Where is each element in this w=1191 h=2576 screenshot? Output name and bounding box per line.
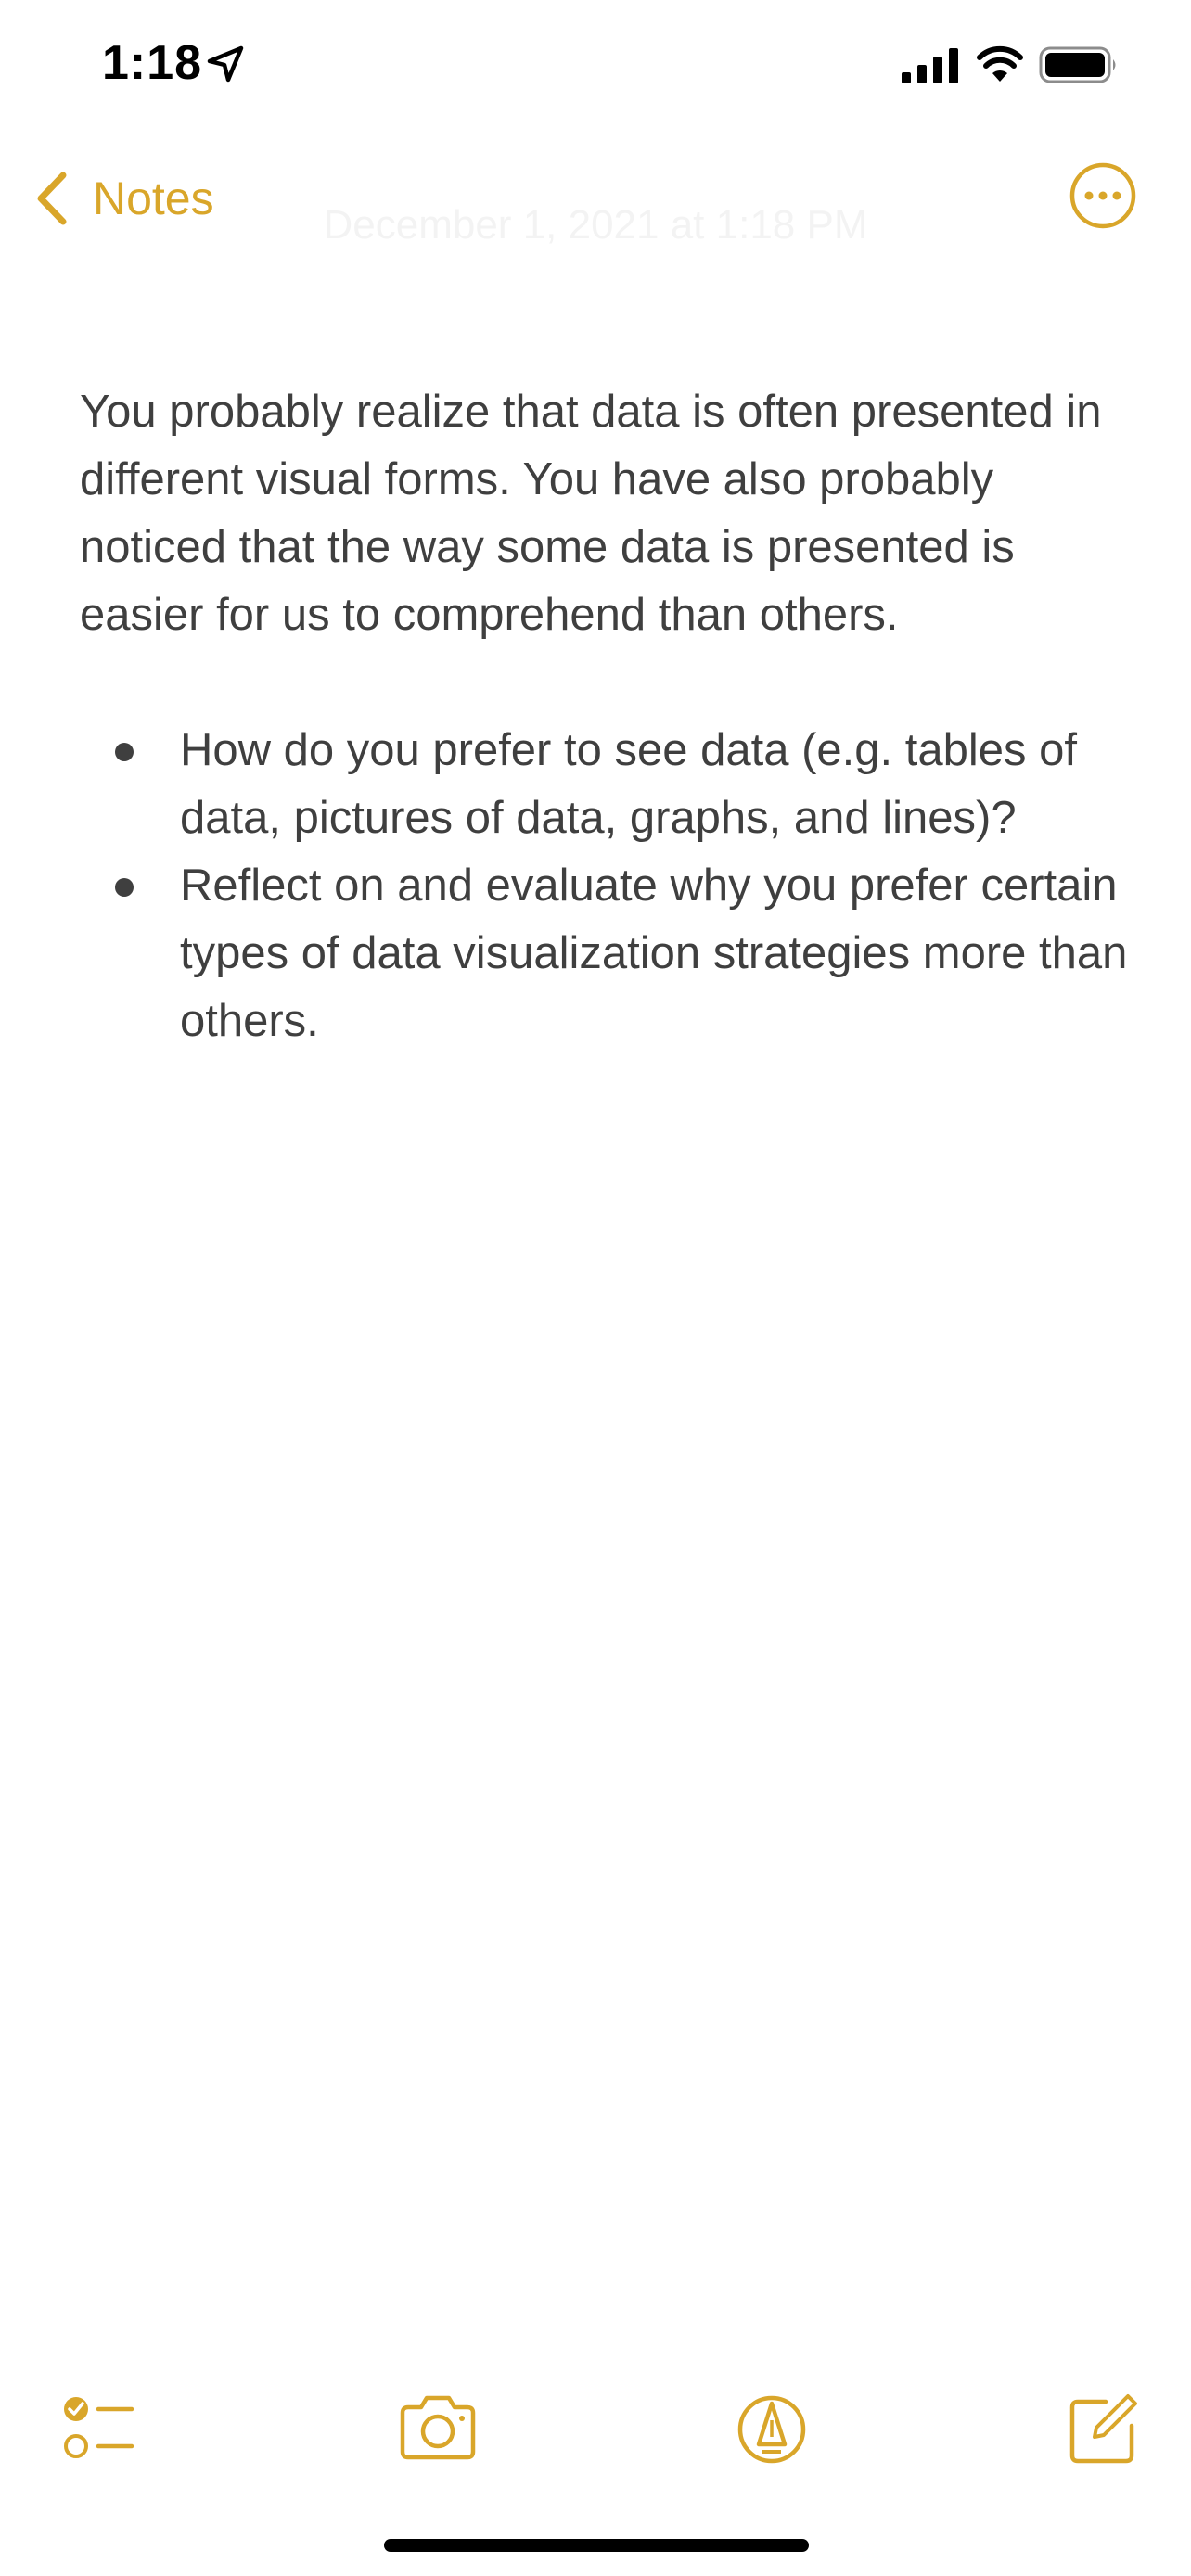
location-arrow-icon <box>206 45 245 83</box>
status-bar <box>0 0 1191 130</box>
note-date: December 1, 2021 at 1:18 PM <box>323 202 868 248</box>
list-item-text: Reflect on and evaluate why you prefer certain types of data visualization strategies more than others. <box>180 861 1128 1046</box>
note-editor[interactable] <box>80 378 1128 1055</box>
list-item-text: How do you prefer to see data (e.g. tables of data, pictures of data, graphs, and lines)? <box>180 725 1077 843</box>
compose-icon <box>1057 2383 1146 2472</box>
camera-button[interactable] <box>393 2383 482 2472</box>
bullet-icon <box>115 878 134 897</box>
ellipsis-dot-icon <box>1099 192 1108 200</box>
ellipsis-dot-icon <box>1113 192 1121 200</box>
list-item <box>80 717 1128 852</box>
checklist-button[interactable] <box>54 2383 143 2472</box>
ellipsis-dot-icon <box>1085 192 1094 200</box>
note-paragraph: You probably realize that data is often presented in different visual forms. You have also probably noticed that the way some data is presented is easier for us to comprehend than others. <box>80 387 1102 640</box>
bullet-list <box>80 717 1128 1055</box>
markup-pen-icon <box>727 2383 816 2472</box>
list-item <box>80 852 1128 1055</box>
bottom-toolbar <box>0 2383 1191 2485</box>
navigation-bar <box>0 148 1191 250</box>
status-time: 1:18 <box>102 36 203 90</box>
battery-icon <box>1039 46 1119 83</box>
compose-button[interactable] <box>1057 2383 1146 2472</box>
more-options-button[interactable] <box>1069 161 1137 230</box>
bullet-icon <box>115 743 134 761</box>
cellular-signal-icon <box>902 48 959 83</box>
back-label: Notes <box>93 172 214 224</box>
wifi-icon <box>976 45 1024 83</box>
camera-icon <box>393 2383 482 2472</box>
markup-button[interactable] <box>727 2383 816 2472</box>
home-indicator[interactable] <box>384 2539 809 2552</box>
checklist-icon <box>54 2383 143 2472</box>
